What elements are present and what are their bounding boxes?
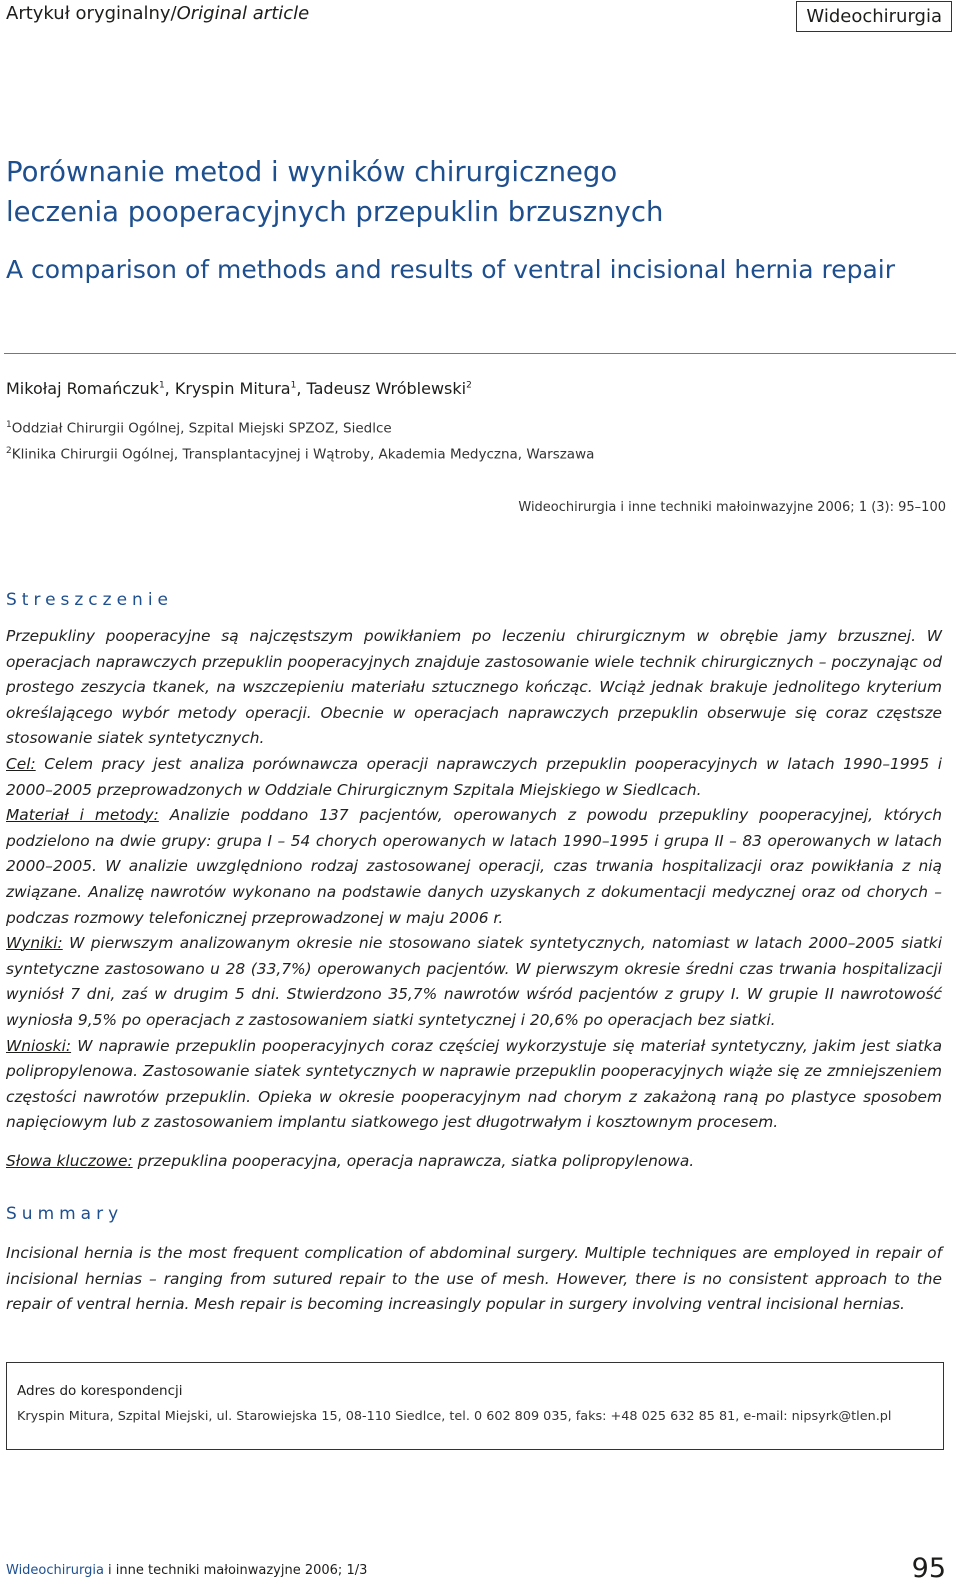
article-type-en: Original article <box>176 3 310 24</box>
author-affiliation-mark: 2 <box>466 380 472 391</box>
correspondence-box <box>6 1362 944 1450</box>
footer-journal-rest: i inne techniki małoinwazyjne 2006; 1/3 <box>103 1563 368 1578</box>
abstract-heading-en: Summary <box>6 1204 124 1224</box>
conclusions-text: W naprawie przepuklin pooperacyjnych coraz częściej wykorzystuje się materiał syntetyczny, jakim jest siatka polipropylenowa. Zastosowanie siatek syntetycznych w naprawie przepuklin pooperacyjnych wiąże się ze zmniejszeniem częstości nawrotów przepuklin. Opieka w okresie pooperacyjnym nad chorym z zakażoną raną po plastyce sposobem napięciowym lub z zastosowaniem implantu siatkowego jest długotrwałym i kosztownym procesem. <box>6 1036 942 1132</box>
conclusions-label: Wnioski: <box>6 1036 72 1055</box>
affiliation <box>6 446 594 463</box>
methods-text: Analizie poddano 137 pacjentów, operowanych z powodu przepukliny pooperacyjnej, których podzielono na dwie grupy: grupa I – 54 chorych operowanych w latach 1990–1995 i grupa II – 83 operowanych w latach 2000–2005. W analizie uwzględniono rodzaj zastosowanej operacji, czas trwania hospitalizacji oraz powikłania z nią związane. Analizę nawrotów wykonano na podstawie danych uzyskanych z dokumentacji medycznej oraz od chorych – podczas rozmowy telefonicznej przeprowadzonej w maju 2006 r. <box>6 806 942 927</box>
affiliation-number: 1 <box>6 420 12 430</box>
affiliation-text: Klinika Chirurgii Ogólnej, Transplantacyjnej i Wątroby, Akademia Medyczna, Warszawa <box>11 446 595 463</box>
author-list <box>6 379 472 398</box>
abstract-aim <box>6 752 942 803</box>
journal-badge: Wideochirurgia <box>796 1 952 32</box>
title-divider <box>4 353 956 354</box>
title-polish-line-1: Porównanie metod i wyników chirurgicznego <box>6 156 618 188</box>
article-type-pl: Artykuł oryginalny/ <box>6 3 177 24</box>
keywords <box>6 1152 694 1170</box>
correspondence-text: Kryspin Mitura, Szpital Miejski, ul. Starowiejska 15, 08-110 Siedlce, tel. 0 602 809 035, faks: +48 025 632 85 81, e-mail: nipsyrk@tlen.pl <box>17 1409 892 1424</box>
title-polish-line-2: leczenia pooperacyjnych przepuklin brzusznych <box>6 196 664 228</box>
summary-text: Incisional hernia is the most frequent complication of abdominal surgery. Multiple techniques are employed in repair of incisional hernias – ranging from sutured repair to the use of mesh. However, there is no consistent approach to the repair of ventral hernia. Mesh repair is becoming increasingly popular in surgery involving ventral incisional hernias. <box>6 1244 942 1314</box>
author-name: Tadeusz Wróblewski <box>306 379 467 398</box>
methods-label: Materiał i metody: <box>6 806 159 825</box>
correspondence-title: Adres do korespondencji <box>17 1383 183 1399</box>
abstract-methods <box>6 803 942 931</box>
article-type-label <box>6 3 309 24</box>
footer-journal-info <box>6 1563 367 1578</box>
aim-label: Cel: <box>6 754 36 773</box>
footer-journal-name: Wideochirurgia <box>6 1563 104 1578</box>
keywords-text: przepuklina pooperacyjna, operacja naprawcza, siatka polipropylenowa. <box>132 1152 695 1170</box>
author-separator: , <box>164 379 175 398</box>
abstract-pl <box>6 624 942 1136</box>
keywords-label: Słowa kluczowe: <box>6 1152 133 1170</box>
page-number: 95 <box>911 1553 946 1584</box>
abstract-intro: Przepukliny pooperacyjne są najczęstszym powikłaniem po leczeniu chirurgicznym w obrębie jamy brzusznej. W operacjach naprawczych przepuklin pooperacyjnych znajduje zastosowanie wiele technik chirurgicznych – poczynając od prostego zeszycia tkanek, na wszczepieniu materiału sztucznego kończąc. Wciąż jednak brakuje jednolitego kryterium określającego wybór metody operacji. Obecnie w operacjach naprawczych przepuklin obserwuje się coraz częstsze stosowanie siatek syntetycznych. <box>6 627 942 748</box>
title-english: A comparison of methods and results of ventral incisional hernia repair <box>6 255 896 284</box>
author-affiliation-mark: 1 <box>290 380 297 391</box>
results-text: W pierwszym analizowanym okresie nie stosowano siatek syntetycznych, natomiast w latach 2000–2005 siatki syntetyczne zastosowano u 28 (33,7%) operowanych pacjentów. W pierwszym okresie średni czas trwania hospitalizacji wyniósł 7 dni, zaś w drugim 5 dni. Stwierdzono 35,7% nawrotów wśród pacjentów z grupy I. W grupie II nawrotowość wyniosła 9,5% po operacjach z zastosowaniem siatki syntetycznej i 20,6% po operacjach bez siatki. <box>6 934 942 1029</box>
results-label: Wyniki: <box>6 934 63 953</box>
affiliation-text: Oddział Chirurgii Ogólnej, Szpital Miejski SPZOZ, Siedlce <box>11 420 392 437</box>
author-separator: , <box>296 379 307 398</box>
citation: Wideochirurgia i inne techniki małoinwazyjne 2006; 1 (3): 95–100 <box>518 500 946 515</box>
abstract-results <box>6 931 942 1033</box>
abstract-conclusions <box>6 1034 942 1136</box>
author-name: Mikołaj Romańczuk <box>6 379 159 398</box>
aim-text: Celem pracy jest analiza porównawcza operacji naprawczych przepuklin pooperacyjnych w latach 1990–1995 i 2000–2005 przeprowadzonych w Oddziale Chirurgicznym Szpitala Miejskiego w Siedlcach. <box>6 754 942 799</box>
author-name: Kryspin Mitura <box>174 379 291 398</box>
title-polish <box>6 152 936 232</box>
affiliation <box>6 420 392 437</box>
abstract-heading-pl: Streszczenie <box>6 590 173 610</box>
author-affiliation-mark: 1 <box>158 380 165 391</box>
affiliation-number: 2 <box>6 446 12 456</box>
